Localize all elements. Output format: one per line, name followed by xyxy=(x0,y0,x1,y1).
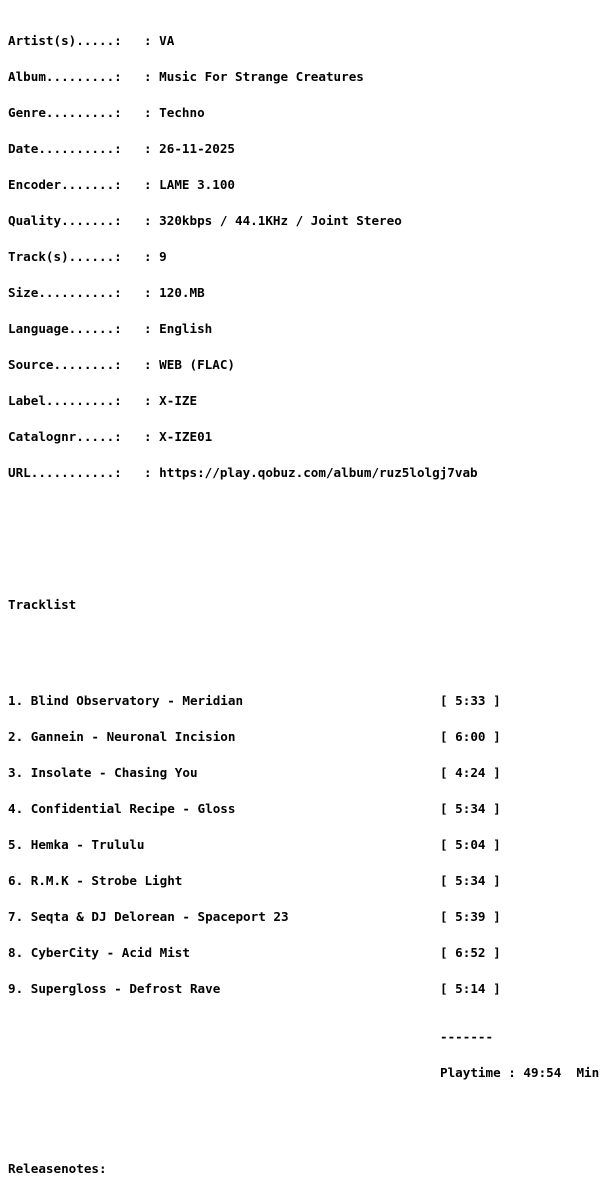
info-row-size xyxy=(8,287,612,299)
info-key: Encoder.......: xyxy=(8,177,122,192)
info-key: Date..........: xyxy=(8,141,122,156)
track-time: [ 6:52 ] xyxy=(440,945,501,960)
info-row-catalognr xyxy=(8,431,612,443)
info-key: Track(s)......: xyxy=(8,249,122,264)
track-time: [ 5:39 ] xyxy=(440,909,501,924)
spacer xyxy=(8,515,612,527)
info-value: : https://play.qobuz.com/album/ruz5lolgj7vab xyxy=(144,465,478,480)
spacer xyxy=(8,551,612,563)
info-row-url xyxy=(8,467,612,479)
track-time: [ 5:04 ] xyxy=(440,837,501,852)
track-time: [ 5:34 ] xyxy=(440,873,501,888)
track-row xyxy=(8,767,612,779)
info-value: : X-IZE xyxy=(144,393,198,408)
track-row xyxy=(8,731,612,743)
track-time: [ 5:33 ] xyxy=(440,693,501,708)
playtime-total: Playtime : 49:54 Min xyxy=(440,1065,600,1080)
info-row-encoder xyxy=(8,179,612,191)
track-time: [ 5:14 ] xyxy=(440,981,501,996)
track-time: [ 5:34 ] xyxy=(440,801,501,816)
tracklist-heading: Tracklist xyxy=(8,597,77,612)
info-key: Genre.........: xyxy=(8,105,122,120)
info-key: Source........: xyxy=(8,357,122,372)
info-value: : 120.MB xyxy=(144,285,205,300)
info-value: : LAME 3.100 xyxy=(144,177,235,192)
info-value: : WEB (FLAC) xyxy=(144,357,235,372)
track-title: 5. Hemka - Trululu xyxy=(8,837,145,852)
total-rule: ------- xyxy=(440,1029,494,1044)
track-row xyxy=(8,983,612,995)
info-value: : X-IZE01 xyxy=(144,429,213,444)
info-key: Quality.......: xyxy=(8,213,122,228)
track-row xyxy=(8,803,612,815)
track-title: 2. Gannein - Neuronal Incision xyxy=(8,729,236,744)
track-time: [ 6:00 ] xyxy=(440,729,501,744)
nfo-document xyxy=(8,11,612,1187)
info-row-album xyxy=(8,71,612,83)
info-row-artist xyxy=(8,35,612,47)
info-value: : Music For Strange Creatures xyxy=(144,69,364,84)
info-value: : 9 xyxy=(144,249,167,264)
info-value: : 320kbps / 44.1KHz / Joint Stereo xyxy=(144,213,402,228)
track-row xyxy=(8,911,612,923)
track-title: 6. R.M.K - Strobe Light xyxy=(8,873,183,888)
track-title: 9. Supergloss - Defrost Rave xyxy=(8,981,221,996)
track-title: 7. Seqta & DJ Delorean - Spaceport 23 xyxy=(8,909,289,924)
info-row-date xyxy=(8,143,612,155)
track-title: 8. CyberCity - Acid Mist xyxy=(8,945,190,960)
track-time: [ 4:24 ] xyxy=(440,765,501,780)
info-row-language xyxy=(8,323,612,335)
info-row-source xyxy=(8,359,612,371)
track-title: 1. Blind Observatory - Meridian xyxy=(8,693,244,708)
releasenotes-heading: Releasenotes: xyxy=(8,1161,107,1176)
track-row xyxy=(8,947,612,959)
info-row-quality xyxy=(8,215,612,227)
info-key: Language......: xyxy=(8,321,122,336)
info-value: : VA xyxy=(144,33,175,48)
info-key: Album.........: xyxy=(8,69,122,84)
info-row-tracks xyxy=(8,251,612,263)
track-title: 4. Confidential Recipe - Gloss xyxy=(8,801,236,816)
info-value: : Techno xyxy=(144,105,205,120)
info-key: Artist(s).....: xyxy=(8,33,122,48)
track-title: 3. Insolate - Chasing You xyxy=(8,765,198,780)
spacer xyxy=(8,647,612,659)
info-key: Catalognr.....: xyxy=(8,429,122,444)
info-value: : English xyxy=(144,321,213,336)
info-key: URL...........: xyxy=(8,465,122,480)
track-row xyxy=(8,839,612,851)
info-row-genre xyxy=(8,107,612,119)
info-key: Size..........: xyxy=(8,285,122,300)
track-row xyxy=(8,875,612,887)
info-value: : 26-11-2025 xyxy=(144,141,235,156)
track-row xyxy=(8,695,612,707)
info-key: Label.........: xyxy=(8,393,122,408)
info-row-label xyxy=(8,395,612,407)
spacer xyxy=(8,1115,612,1127)
